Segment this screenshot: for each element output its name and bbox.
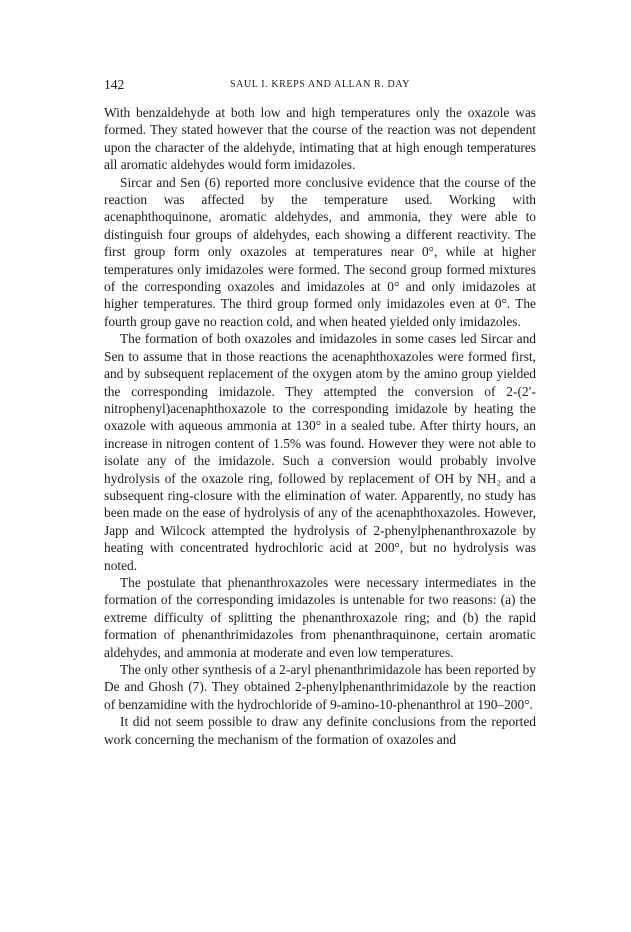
paragraph: The only other synthesis of a 2-aryl phenanthrimidazole has been reported by De and Ghosh (7). They obtained 2-phenylphenanthrimidazole by the reaction of benzamidine with the hydrochloride of 9-amino-10-phenanthrol at 190–200°.: [104, 662, 536, 712]
paragraph: Sircar and Sen (6) reported more conclusive evidence that the course of the reaction was affected by the temperature used. Working with acenaphthoquinone, aromatic aldehydes, and ammonia, they were able to distinguish four groups of aldehydes, each showing a different reactivity. The first group form only oxazoles at temperatures near 0°, while at higher temperatures only imidazoles were formed. The second group formed mixtures of the corresponding oxazoles and imidazoles at 0° and only imidazoles at higher temperatures. The third group formed only imidazoles even at 0°. The fourth group gave no reaction cold, and when heated yielded only imidazoles.: [104, 174, 536, 329]
paragraph: It did not seem possible to draw any definite conclusions from the reported work concerning the mechanism of the formation of oxazoles and: [104, 714, 536, 747]
paragraph: The formation of both oxazoles and imidazoles in some cases led Sircar and Sen to assume that in those reactions the acenaphthoxazoles were formed first, and by subsequent replacement of the oxygen atom by the amino group yielded the corresponding imidazole. They attempted the conversion of 2-(2′-nitrophenyl)acenaphthoxazole to the corresponding imidazole by heating the oxazole with aqueous ammonia at 130° in a sealed tube. After thirty hours, an increase in nitrogen content of 1.5% was found. However they were not able to isolate any of the imidazole. Such a conversion would probably involve hydrolysis of the oxazole ring, followed by replacement of OH by NH₂ and a subsequent ring-closure with the elimination of water. Apparently, no study has been made on the ease of hydrolysis of any of the acenaphthoxazoles. However, Japp and Wilcock attempted the hydrolysis of 2-phenylphenanthroxazole by heating with concentrated hydrochloric acid at 200°, but no hydrolysis was noted.: [104, 331, 536, 573]
paragraph: With benzaldehyde at both low and high temperatures only the oxazole was formed. They stated however that the course of the reaction was not dependent upon the character of the aldehyde, intimating that at high enough temperatures all aromatic aldehydes would form imidazoles.: [104, 105, 536, 173]
paragraph: The postulate that phenanthroxazoles were necessary intermediates in the formation of the corresponding imidazoles is untenable for two reasons: (a) the extreme difficulty of splitting the phenanthroxazole ring; and (b) the rapid formation of phenanthrimidazoles from phenanthraquinone, certain aromatic aldehydes, and ammonia at moderate and even low temperatures.: [104, 574, 536, 660]
body-text: [104, 104, 536, 748]
page-header: [104, 77, 536, 93]
running-head: SAUL I. KREPS AND ALLAN R. DAY: [229, 79, 411, 90]
page-number: 142: [104, 77, 125, 92]
